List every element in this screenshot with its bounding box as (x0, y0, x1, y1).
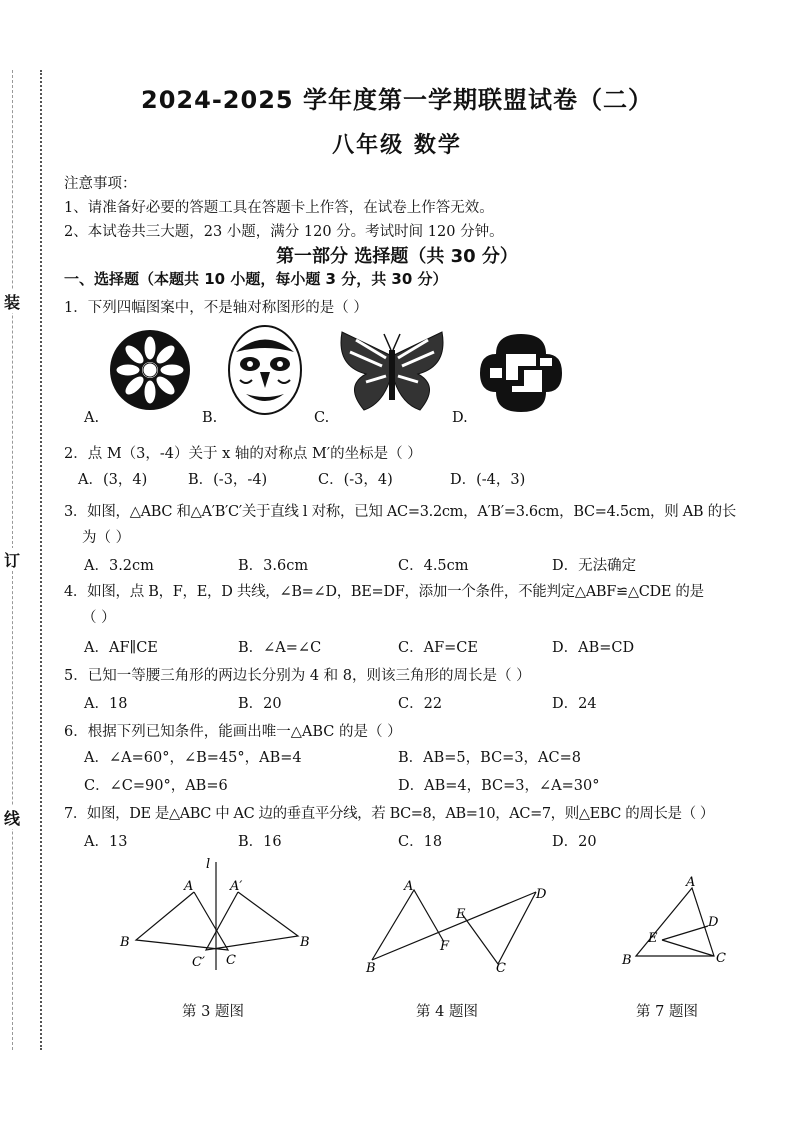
q2-option-b[interactable]: B．(-3，-4) (188, 472, 268, 488)
q5-option-d[interactable]: D．24 (552, 696, 597, 712)
fig4-label-f: F (440, 939, 450, 954)
figure-3-caption: 第 3 题图 (182, 1004, 244, 1020)
q1-image-a-flower-icon (108, 328, 192, 412)
note-item-2: 2、本试卷共三大题，23 小题，满分 120 分。考试时间 120 分钟。 (64, 224, 504, 240)
figure-4-caption: 第 4 题图 (416, 1004, 478, 1020)
q1-option-a[interactable]: A. (84, 410, 100, 426)
q4-option-a[interactable]: A．AF∥CE (84, 640, 158, 656)
figure-4-diagram (358, 876, 558, 976)
q4-stem-cont: （ ） (82, 610, 116, 626)
fig7-label-a: A (686, 875, 696, 890)
q6-option-a[interactable]: A．∠A=60°，∠B=45°，AB=4 (84, 750, 302, 766)
figure-3-diagram (110, 852, 330, 976)
q3-stem-cont: 为（ ） (82, 530, 131, 546)
fig4-label-a: A (404, 879, 414, 894)
exam-subtitle: 八年级 数学 (332, 133, 462, 158)
margin-char-zhuang: 装 (4, 290, 20, 313)
q2-option-c[interactable]: C．(-3，4) (318, 472, 393, 488)
q1-stem: 1．下列四幅图案中，不是轴对称图形的是（ ） (64, 300, 368, 316)
fig3-label-a: A (184, 879, 194, 894)
q1-option-b[interactable]: B. (202, 410, 218, 426)
q1-image-c-butterfly-icon (336, 326, 448, 418)
q5-option-a[interactable]: A．18 (84, 696, 128, 712)
fig3-label-c: C (226, 953, 236, 968)
q5-option-b[interactable]: B．20 (238, 696, 282, 712)
q6-option-c[interactable]: C．∠C=90°，AB=6 (84, 778, 228, 794)
q3-option-b[interactable]: B．3.6cm (238, 558, 309, 574)
fig7-line-ec (662, 940, 714, 956)
margin-char-ding: 订 (4, 548, 20, 571)
q5-stem: 5．已知一等腰三角形的两边长分别为 4 和 8，则该三角形的周长是（ ） (64, 668, 531, 684)
fig7-label-b: B (622, 953, 632, 968)
q6-stem: 6．根据下列已知条件，能画出唯一△ABC 的是（ ） (64, 724, 402, 740)
fig4-label-c: C (496, 961, 506, 976)
q4-stem: 4．如图，点 B，F，E，D 共线，∠B=∠D，BE=DF，添加一个条件，不能判定△ABF≌△CDE 的是 (64, 584, 704, 600)
q1-option-c[interactable]: C. (314, 410, 330, 426)
fig7-label-c: C (716, 951, 726, 966)
q3-option-a[interactable]: A．3.2cm (84, 558, 154, 574)
q7-option-b[interactable]: B．16 (238, 834, 282, 850)
notes-heading: 注意事项： (64, 176, 137, 192)
q3-stem: 3．如图，△ABC 和△A′B′C′关于直线 l 对称，已知 AC=3.2cm，A′B′=3.6cm，BC=4.5cm，则 AB 的长 (64, 504, 736, 520)
q6-option-b[interactable]: B．AB=5，BC=3，AC=8 (398, 750, 581, 766)
fig3-label-a-prime: A′ (230, 879, 243, 894)
fig7-label-e: E (648, 931, 658, 946)
q4-option-d[interactable]: D．AB=CD (552, 640, 635, 656)
fig3-label-b-prime: B (300, 935, 310, 950)
fig4-triangle-cde (462, 892, 536, 964)
q6-option-d[interactable]: D．AB=4，BC=3，∠A=30° (398, 778, 600, 794)
q4-option-b[interactable]: B．∠A=∠C (238, 640, 322, 656)
fig3-triangle-abc (136, 892, 228, 950)
figure-7-caption: 第 7 题图 (636, 1004, 698, 1020)
q1-option-d[interactable]: D. (452, 410, 468, 426)
figure-7-diagram (616, 874, 736, 974)
q1-image-d-knot-icon (476, 330, 566, 416)
fig7-label-d: D (708, 915, 719, 930)
exam-title: 2024-2025 学年度第一学期联盟试卷（二） (141, 86, 653, 114)
margin-char-xian: 线 (4, 806, 20, 829)
q7-option-c[interactable]: C．18 (398, 834, 443, 850)
part-title: 第一部分 选择题（共 30 分） (276, 246, 518, 267)
q7-option-d[interactable]: D．20 (552, 834, 597, 850)
q3-option-c[interactable]: C．4.5cm (398, 558, 469, 574)
note-item-1: 1、请准备好必要的答题工具在答题卡上作答，在试卷上作答无效。 (64, 200, 494, 216)
section-heading: 一、选择题（本题共 10 小题，每小题 3 分，共 30 分） (64, 270, 448, 288)
q2-option-a[interactable]: A．(3，4) (78, 472, 148, 488)
q2-option-d[interactable]: D．(-4，3) (450, 472, 526, 488)
binding-dotted-line (40, 70, 42, 1050)
q7-option-a[interactable]: A．13 (84, 834, 128, 850)
fig4-line-bd (372, 892, 536, 960)
fig3-triangle-a1b1c1 (206, 892, 298, 950)
fig3-label-l: l (206, 857, 211, 872)
q3-option-d[interactable]: D．无法确定 (552, 558, 637, 574)
fig4-triangle-abf (372, 890, 444, 960)
fig7-line-de (662, 926, 708, 940)
q5-option-c[interactable]: C．22 (398, 696, 443, 712)
fig4-label-b: B (366, 961, 376, 976)
fig4-label-d: D (536, 887, 547, 902)
q2-stem: 2．点 M（3，-4）关于 x 轴的对称点 M′的坐标是（ ） (64, 446, 422, 462)
fig4-label-e: E (456, 907, 466, 922)
q7-stem: 7．如图，DE 是△ABC 中 AC 边的垂直平分线，若 BC=8，AB=10，AC=7，则△EBC 的周长是（ ） (64, 806, 715, 822)
q1-image-b-opera-mask-icon (226, 322, 304, 418)
fig3-label-c-prime: C′ (192, 955, 205, 970)
q4-option-c[interactable]: C．AF=CE (398, 640, 478, 656)
fig3-label-b: B (120, 935, 130, 950)
